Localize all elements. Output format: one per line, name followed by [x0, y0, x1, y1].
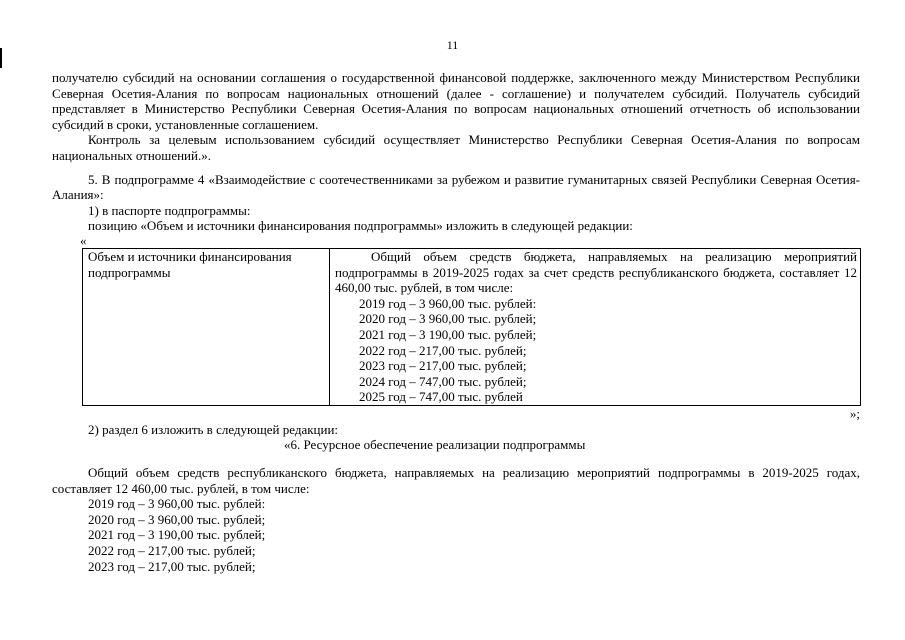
table-year-2025: 2025 год – 747,00 тыс. рублей [359, 389, 523, 405]
financing-table [82, 248, 861, 406]
section-year-2019: 2019 год – 3 960,00 тыс. рублей: [88, 496, 266, 512]
table-intro: Общий объем средств бюджета, направляемых на реализацию мероприятий подпрограммы в 2019-2025 годах за счет средств республиканского бюджета, составляет 12 460,00 тыс. рублей, в том числе: [335, 248, 857, 296]
table-year-2022: 2022 год – 217,00 тыс. рублей; [359, 342, 527, 358]
section-year-2020: 2020 год – 3 960,00 тыс. рублей; [88, 511, 266, 527]
table-year-2023: 2023 год – 217,00 тыс. рублей; [359, 358, 527, 374]
table-right-cell [330, 248, 861, 405]
table-year-2020: 2020 год – 3 960,00 тыс. рублей; [359, 311, 537, 327]
paragraph-control: Контроль за целевым использованием субсидий осуществляет Министерство Республики Северная Осетия-Алания по вопросам национальных отношений.». [52, 132, 860, 163]
paragraph-recipient-subsidies: получателю субсидий на основании соглашения о государственной финансовой поддержке, заключенного между Министерством Республики Северная Осетия-Алания по вопросам национальных отношений (далее - соглашение) и получателем субсидий. Получатель субсидий представляет в Министерство Республики Северная Осетия-Алания по вопросам национальных отношений отчетность об использовании субсидий в сроки, установленные соглашением. [52, 70, 860, 132]
section-year-2023: 2023 год – 217,00 тыс. рублей; [88, 558, 256, 574]
table-year-2024: 2024 год – 747,00 тыс. рублей; [359, 373, 527, 389]
table-year-2019: 2019 год – 3 960,00 тыс. рублей: [359, 295, 537, 311]
paragraph-section-2: 2) раздел 6 изложить в следующей редакции: [88, 421, 339, 437]
paragraph-subprogram-4: 5. В подпрограмме 4 «Взаимодействие с соотечественниками за рубежом и развитие гуманитарных связей Республики Северная Осетия-Алания»: [52, 171, 860, 203]
paragraph-passport: 1) в паспорте подпрограммы: [88, 202, 251, 218]
quote-open: « [80, 232, 87, 248]
table-left-cell: Объем и источники финансирования подпрограммы [83, 248, 330, 405]
section-year-2021: 2021 год – 3 190,00 тыс. рублей; [88, 527, 266, 543]
section-year-2022: 2022 год – 217,00 тыс. рублей; [88, 543, 256, 559]
page-number: 11 [446, 38, 459, 52]
table-row [83, 248, 861, 405]
section-title: «6. Ресурсное обеспечение реализации подпрограммы [284, 437, 586, 453]
paragraph-position: позицию «Объем и источники финансирования подпрограммы» изложить в следующей редакции: [88, 218, 633, 234]
table-year-2021: 2021 год – 3 190,00 тыс. рублей; [359, 326, 537, 342]
paragraph-resources: Общий объем средств республиканского бюджета, направляемых на реализацию мероприятий подпрограммы в 2019-2025 годах, составляет 12 460,00 тыс. рублей, в том числе: [52, 465, 860, 496]
quote-close: »; [849, 405, 860, 421]
document-body [52, 70, 860, 574]
